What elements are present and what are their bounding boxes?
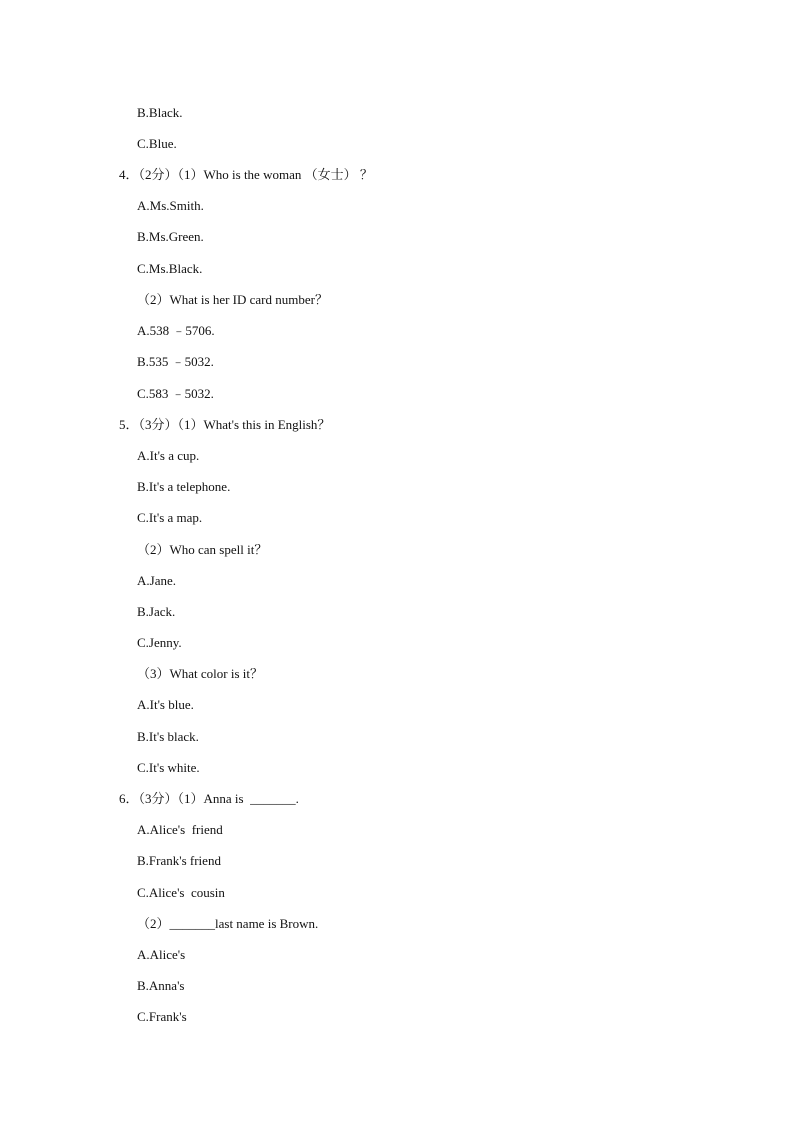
option-line: C.Blue. [137,136,177,151]
option-line: B.Black. [137,105,183,120]
option-line: A.538 ﹣5706. [137,323,215,338]
option-line: B.Frank's friend [137,853,221,868]
sub-question-line: （2）_______last name is Brown. [137,916,319,931]
option-line: B.535 ﹣5032. [137,354,214,369]
sub-question-line: （2）What is her ID card number？ [137,292,328,307]
option-line: C.It's white. [137,760,200,775]
option-line: B.It's a telephone. [137,479,231,494]
option-line: A.It's blue. [137,697,194,712]
option-line: A.Alice's [137,947,186,962]
option-line: C.Ms.Black. [137,261,203,276]
option-line: C.It's a map. [137,510,203,525]
option-line: C.Alice's cousin [137,885,225,900]
option-line: C.583 ﹣5032. [137,386,214,401]
option-line: B.Jack. [137,604,176,619]
question-line: 6．（3分）（1）Anna is _______. [119,791,299,806]
sub-question-line: （3）What color is it？ [137,666,264,681]
question-line: 4．（2分）（1）Who is the woman （女士） ？ [119,167,373,182]
option-line: B.It's black. [137,729,199,744]
option-line: C.Jenny. [137,635,182,650]
option-line: A.Alice's friend [137,822,223,837]
option-line: B.Anna's [137,978,185,993]
option-line: C.Frank's [137,1009,187,1024]
option-line: A.Jane. [137,573,176,588]
question-line: 5．（3分）（1）What's this in English？ [119,417,331,432]
sub-question-line: （2）Who can spell it？ [137,542,268,557]
option-line: A.It's a cup. [137,448,200,463]
option-line: A.Ms.Smith. [137,198,204,213]
option-line: B.Ms.Green. [137,229,204,244]
